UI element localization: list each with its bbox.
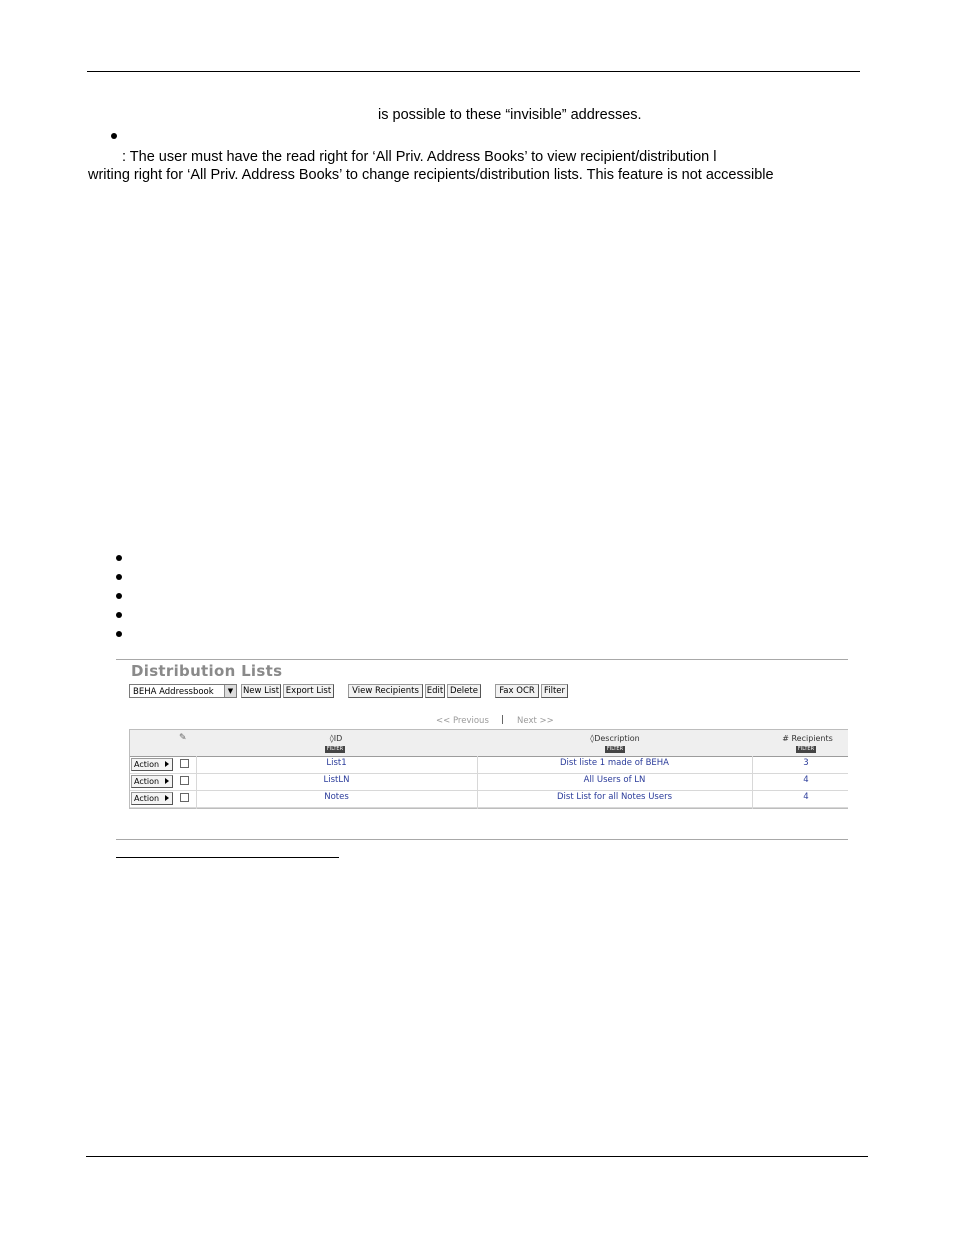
filter-badge-id[interactable]: FILTER: [326, 746, 344, 752]
row-recipients[interactable]: 4: [803, 792, 809, 802]
distribution-lists-table: [129, 729, 848, 809]
body-line-1: is possible to these “invisible” addresses.: [378, 107, 642, 123]
bullet: [111, 133, 117, 139]
row-description[interactable]: Dist liste 1 made of BEHA: [559, 758, 669, 768]
fax-ocr-button[interactable]: Fax OCR: [495, 684, 539, 698]
action-button[interactable]: [131, 758, 173, 771]
export-list-button[interactable]: Export List: [283, 684, 334, 698]
row-id[interactable]: ListLN: [323, 775, 350, 785]
row-id[interactable]: List1: [326, 758, 347, 768]
action-label: Action: [134, 794, 160, 803]
delete-button[interactable]: Delete: [447, 684, 481, 698]
row-checkbox[interactable]: [180, 776, 189, 785]
edit-button[interactable]: Edit: [426, 686, 444, 696]
footer-rule: [86, 1156, 868, 1157]
chevron-down-icon[interactable]: ▼: [224, 685, 236, 697]
distribution-lists-screenshot: [116, 659, 848, 840]
row-description[interactable]: Dist List for all Notes Users: [556, 792, 672, 802]
bullet: [116, 555, 122, 561]
filter-badge-description[interactable]: FILTER: [606, 746, 624, 752]
action-label: Action: [134, 760, 160, 769]
pager-separator: |: [501, 715, 505, 725]
play-arrow-icon: [165, 761, 169, 767]
bullet: [116, 631, 122, 637]
select-all-icon[interactable]: ✎: [179, 733, 187, 743]
action-label: Action: [134, 777, 160, 786]
caption-rule: [116, 857, 339, 858]
table-row: [130, 756, 848, 774]
addressbook-select[interactable]: [129, 684, 237, 698]
column-header-recipients[interactable]: # Recipients: [782, 734, 833, 743]
row-checkbox[interactable]: [180, 759, 189, 768]
row-checkbox[interactable]: [180, 793, 189, 802]
row-id[interactable]: Notes: [324, 792, 349, 802]
filter-button[interactable]: Filter: [541, 684, 568, 698]
header-rule: [87, 71, 860, 72]
table-row: [130, 773, 848, 791]
bullet: [116, 612, 122, 618]
play-arrow-icon: [165, 795, 169, 801]
pager-next[interactable]: Next >>: [517, 716, 554, 726]
pager-previous[interactable]: << Previous: [436, 716, 489, 726]
body-line-3: writing right for ‘All Priv. Address Books’ to change recipients/distribution lists. This feature is not accessible: [88, 167, 774, 183]
play-arrow-icon: [165, 778, 169, 784]
filter-badge-recipients[interactable]: FILTER: [797, 746, 815, 752]
row-recipients[interactable]: 4: [803, 775, 809, 785]
table-header: [130, 730, 848, 757]
addressbook-select-value: BEHA Addressbook: [133, 687, 214, 697]
view-recipients-button[interactable]: View Recipients: [348, 684, 423, 698]
body-line-2: : The user must have the read right for ‘All Priv. Address Books’ to view recipient/distribution l: [122, 149, 717, 165]
table-row: [130, 790, 848, 808]
row-recipients[interactable]: 3: [803, 758, 809, 768]
new-list-button[interactable]: New List: [242, 686, 280, 696]
column-header-id[interactable]: ◊ID: [329, 734, 343, 743]
action-button[interactable]: [131, 775, 173, 788]
page-title: Distribution Lists: [131, 662, 283, 680]
action-button[interactable]: [131, 792, 173, 805]
bullet: [116, 593, 122, 599]
row-description[interactable]: All Users of LN: [583, 775, 646, 785]
bullet: [116, 574, 122, 580]
column-header-description[interactable]: ◊Description: [590, 734, 640, 743]
